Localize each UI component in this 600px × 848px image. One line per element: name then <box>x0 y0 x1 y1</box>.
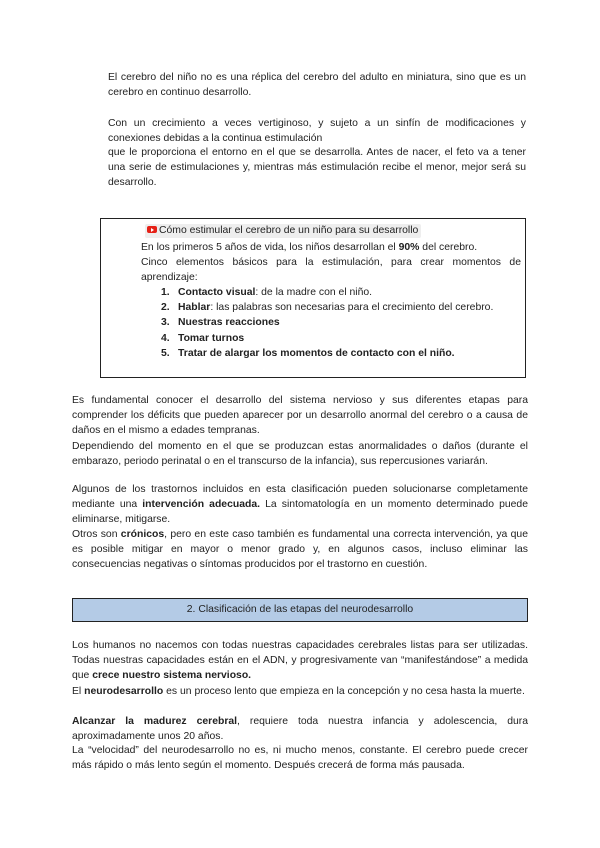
body2-paragraph-3: Alcanzar la madurez cerebral, requiere toda nuestra infancia y adolescencia, dura aproximadamente unos 20 años. <box>72 716 528 743</box>
list-item: 3. Nuestras reacciones <box>161 317 280 329</box>
intro-paragraph-1: El cerebro del niño no es una réplica del cerebro del adulto en miniatura, sino que es un cerebro en continuo desarrollo. <box>108 72 526 99</box>
list-item: 4. Tomar turnos <box>161 332 245 344</box>
video-summary-box <box>100 218 526 378</box>
box-line-1: En los primeros 5 años de vida, los niños desarrollan el 90% del cerebro. <box>141 242 478 253</box>
section-heading: 2. Clasificación de las etapas del neurodesarrollo <box>72 598 528 622</box>
list-item: 2. Hablar: las palabras son necesarias para el crecimiento del cerebro. <box>161 302 494 314</box>
intro-paragraph-2a: Con un crecimiento a veces vertiginoso, y sujeto a un sinfín de modificaciones y conexiones debidas a la continua estimulación <box>108 118 526 145</box>
stimulation-list <box>161 285 501 361</box>
youtube-icon <box>147 226 157 233</box>
list-item: 1. Contacto visual: de la madre con el niño. <box>161 287 373 298</box>
body-paragraph-4: Otros son crónicos, pero en este caso también es fundamental una correcta intervención, ya que es posible mitigar en mayor o menor grado y, en algunos casos, incluso eliminar las consecuencias negativas o síntomas producidos por el trastorno en cuestión. <box>72 529 528 571</box>
body2-paragraph-4: La “velocidad” del neurodesarrollo no es, ni mucho menos, constante. El cerebro puede crecer más rápido o más lento según el momento. Después crecerá de forma más pausada. <box>72 745 528 772</box>
body2-paragraph-2: El neurodesarrollo es un proceso lento que empieza en la concepción y no cesa hasta la muerte. <box>72 686 525 697</box>
body-paragraph-3: Algunos de los trastornos incluidos en esta clasificación pueden solucionarse completamente mediante una intervención adecuada. La sintomatología en un momento determinado puede eliminarse, mitigarse. <box>72 484 528 526</box>
body2-paragraph-1: Los humanos no nacemos con todas nuestras capacidades cerebrales listas para ser utilizadas. Todas nuestras capacidades están en el ADN, y progresivamente van “manifestándose” a medida que crece nuestro sistema nervioso. <box>72 640 528 682</box>
body-paragraph-1: Es fundamental conocer el desarrollo del sistema nervioso y sus diferentes etapas para comprender los déficits que pueden aparecer por un desarrollo anormal del cerebro o a causa de daños en el mismo a edades tempranas. <box>72 395 528 437</box>
intro-paragraph-2b: que le proporciona el entorno en el que se desarrolla. Antes de nacer, el feto va a tener una serie de estimulaciones y, mientras más estimulación recibe el menor, mejor será su desarrollo. <box>108 147 526 189</box>
box-line-2: Cinco elementos básicos para la estimulación, para crear momentos de aprendizaje: <box>141 257 521 283</box>
body-paragraph-2: Dependiendo del momento en el que se produzcan estas anormalidades o daños (durante el embarazo, periodo perinatal o en el transcurso de la infancia), sus repercusiones variarán. <box>72 441 528 468</box>
video-link-label: Cómo estimular el cerebro de un niño para su desarrollo <box>159 225 419 236</box>
video-link[interactable] <box>145 224 421 238</box>
list-item: 5. Tratar de alargar los momentos de contacto con el niño. <box>161 347 455 359</box>
